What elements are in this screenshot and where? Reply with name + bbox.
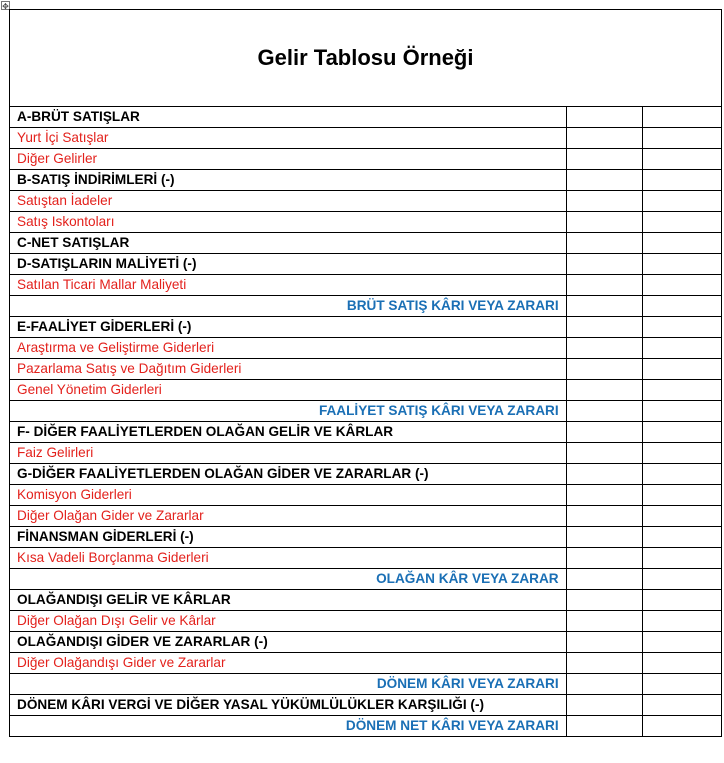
table-row-header — [10, 527, 722, 548]
table-row-item — [10, 548, 722, 569]
total-cell[interactable] — [643, 653, 722, 674]
table-row-header — [10, 464, 722, 485]
total-cell[interactable] — [643, 107, 722, 128]
section-header[interactable]: F- DİĞER FAALİYETLERDEN OLAĞAN GELİR VE KÂRLAR — [10, 422, 567, 443]
amount-cell[interactable] — [566, 296, 643, 317]
line-item[interactable]: Komisyon Giderleri — [10, 485, 567, 506]
total-label[interactable]: BRÜT SATIŞ KÂRI VEYA ZARARI — [10, 296, 567, 317]
title-row — [10, 10, 722, 107]
section-header[interactable]: DÖNEM KÂRI VERGİ VE DİĞER YASAL YÜKÜMLÜLÜKLER KARŞILIĞI (-) — [10, 695, 567, 716]
table-row-item — [10, 275, 722, 296]
line-item[interactable]: Yurt İçi Satışlar — [10, 128, 567, 149]
total-cell[interactable] — [643, 716, 722, 737]
amount-cell[interactable] — [566, 611, 643, 632]
total-label[interactable]: DÖNEM KÂRI VEYA ZARARI — [10, 674, 567, 695]
total-cell[interactable] — [643, 233, 722, 254]
amount-cell[interactable] — [566, 548, 643, 569]
total-cell[interactable] — [643, 464, 722, 485]
total-cell[interactable] — [643, 317, 722, 338]
amount-cell[interactable] — [566, 212, 643, 233]
amount-cell[interactable] — [566, 149, 643, 170]
section-header[interactable]: OLAĞANDIŞI GİDER VE ZARARLAR (-) — [10, 632, 567, 653]
section-header[interactable]: B-SATIŞ İNDİRİMLERİ (-) — [10, 170, 567, 191]
amount-cell[interactable] — [566, 254, 643, 275]
line-item[interactable]: Diğer Gelirler — [10, 149, 567, 170]
table-row-header — [10, 695, 722, 716]
total-cell[interactable] — [643, 674, 722, 695]
section-header[interactable]: D-SATIŞLARIN MALİYETİ (-) — [10, 254, 567, 275]
table-row-item — [10, 149, 722, 170]
line-item[interactable]: Faiz Gelirleri — [10, 443, 567, 464]
total-cell[interactable] — [643, 569, 722, 590]
total-cell[interactable] — [643, 191, 722, 212]
amount-cell[interactable] — [566, 275, 643, 296]
amount-cell[interactable] — [566, 527, 643, 548]
total-cell[interactable] — [643, 527, 722, 548]
page-title: Gelir Tablosu Örneği — [10, 10, 722, 107]
total-label[interactable]: OLAĞAN KÂR VEYA ZARAR — [10, 569, 567, 590]
amount-cell[interactable] — [566, 674, 643, 695]
table-row-item — [10, 380, 722, 401]
amount-cell[interactable] — [566, 401, 643, 422]
amount-cell[interactable] — [566, 569, 643, 590]
amount-cell[interactable] — [566, 464, 643, 485]
section-header[interactable]: FİNANSMAN GİDERLERİ (-) — [10, 527, 567, 548]
amount-cell[interactable] — [566, 380, 643, 401]
amount-cell[interactable] — [566, 506, 643, 527]
section-header[interactable]: G-DİĞER FAALİYETLERDEN OLAĞAN GİDER VE ZARARLAR (-) — [10, 464, 567, 485]
amount-cell[interactable] — [566, 716, 643, 737]
line-item[interactable]: Diğer Olağandışı Gider ve Zararlar — [10, 653, 567, 674]
table-row-header — [10, 170, 722, 191]
line-item[interactable]: Diğer Olağan Dışı Gelir ve Kârlar — [10, 611, 567, 632]
total-cell[interactable] — [643, 296, 722, 317]
total-cell[interactable] — [643, 275, 722, 296]
amount-cell[interactable] — [566, 233, 643, 254]
amount-cell[interactable] — [566, 695, 643, 716]
table-row-item — [10, 128, 722, 149]
amount-cell[interactable] — [566, 422, 643, 443]
table-row-item — [10, 359, 722, 380]
amount-cell[interactable] — [566, 590, 643, 611]
total-cell[interactable] — [643, 485, 722, 506]
table-row-total — [10, 569, 722, 590]
line-item[interactable]: Satıştan İadeler — [10, 191, 567, 212]
total-cell[interactable] — [643, 611, 722, 632]
section-header[interactable]: C-NET SATIŞLAR — [10, 233, 567, 254]
total-cell[interactable] — [643, 338, 722, 359]
amount-cell[interactable] — [566, 653, 643, 674]
table-row-header — [10, 254, 722, 275]
line-item[interactable]: Satılan Ticari Mallar Maliyeti — [10, 275, 567, 296]
total-cell[interactable] — [643, 359, 722, 380]
line-item[interactable]: Pazarlama Satış ve Dağıtım Giderleri — [10, 359, 567, 380]
table-row-item — [10, 653, 722, 674]
total-cell[interactable] — [643, 422, 722, 443]
section-header[interactable]: OLAĞANDIŞI GELİR VE KÂRLAR — [10, 590, 567, 611]
table-row-header — [10, 233, 722, 254]
table-row-header — [10, 590, 722, 611]
amount-cell[interactable] — [566, 338, 643, 359]
amount-cell[interactable] — [566, 107, 643, 128]
total-cell[interactable] — [643, 506, 722, 527]
total-label[interactable]: FAALİYET SATIŞ KÂRI VEYA ZARARI — [10, 401, 567, 422]
line-item[interactable]: Satış Iskontoları — [10, 212, 567, 233]
total-cell[interactable] — [643, 548, 722, 569]
total-cell[interactable] — [643, 254, 722, 275]
table-row-item — [10, 485, 722, 506]
table-row-total — [10, 674, 722, 695]
section-header[interactable]: E-FAALİYET GİDERLERİ (-) — [10, 317, 567, 338]
table-row-item — [10, 191, 722, 212]
amount-cell[interactable] — [566, 443, 643, 464]
total-cell[interactable] — [643, 380, 722, 401]
total-cell[interactable] — [643, 632, 722, 653]
amount-cell[interactable] — [566, 632, 643, 653]
total-cell[interactable] — [643, 212, 722, 233]
total-cell[interactable] — [643, 128, 722, 149]
amount-cell[interactable] — [566, 170, 643, 191]
line-item[interactable]: Diğer Olağan Gider ve Zararlar — [10, 506, 567, 527]
amount-cell[interactable] — [566, 191, 643, 212]
table-row-total — [10, 716, 722, 737]
table-row-item — [10, 506, 722, 527]
total-cell[interactable] — [643, 443, 722, 464]
income-statement-table — [9, 9, 722, 737]
table-move-handle-icon[interactable]: ✥ — [2, 2, 9, 11]
total-cell[interactable] — [643, 170, 722, 191]
total-cell[interactable] — [643, 695, 722, 716]
amount-cell[interactable] — [566, 485, 643, 506]
table-row-header — [10, 632, 722, 653]
table-row-total — [10, 401, 722, 422]
total-cell[interactable] — [643, 590, 722, 611]
line-item[interactable]: Araştırma ve Geliştirme Giderleri — [10, 338, 567, 359]
line-item[interactable]: Kısa Vadeli Borçlanma Giderleri — [10, 548, 567, 569]
amount-cell[interactable] — [566, 128, 643, 149]
section-header[interactable]: A-BRÜT SATIŞLAR — [10, 107, 567, 128]
line-item[interactable]: Genel Yönetim Giderleri — [10, 380, 567, 401]
total-cell[interactable] — [643, 149, 722, 170]
table-row-item — [10, 611, 722, 632]
table-row-header — [10, 422, 722, 443]
table-row-header — [10, 317, 722, 338]
amount-cell[interactable] — [566, 317, 643, 338]
total-label[interactable]: DÖNEM NET KÂRI VEYA ZARARI — [10, 716, 567, 737]
table-row-total — [10, 296, 722, 317]
table-row-header — [10, 107, 722, 128]
table-row-item — [10, 338, 722, 359]
total-cell[interactable] — [643, 401, 722, 422]
amount-cell[interactable] — [566, 359, 643, 380]
table-row-item — [10, 443, 722, 464]
table-row-item — [10, 212, 722, 233]
